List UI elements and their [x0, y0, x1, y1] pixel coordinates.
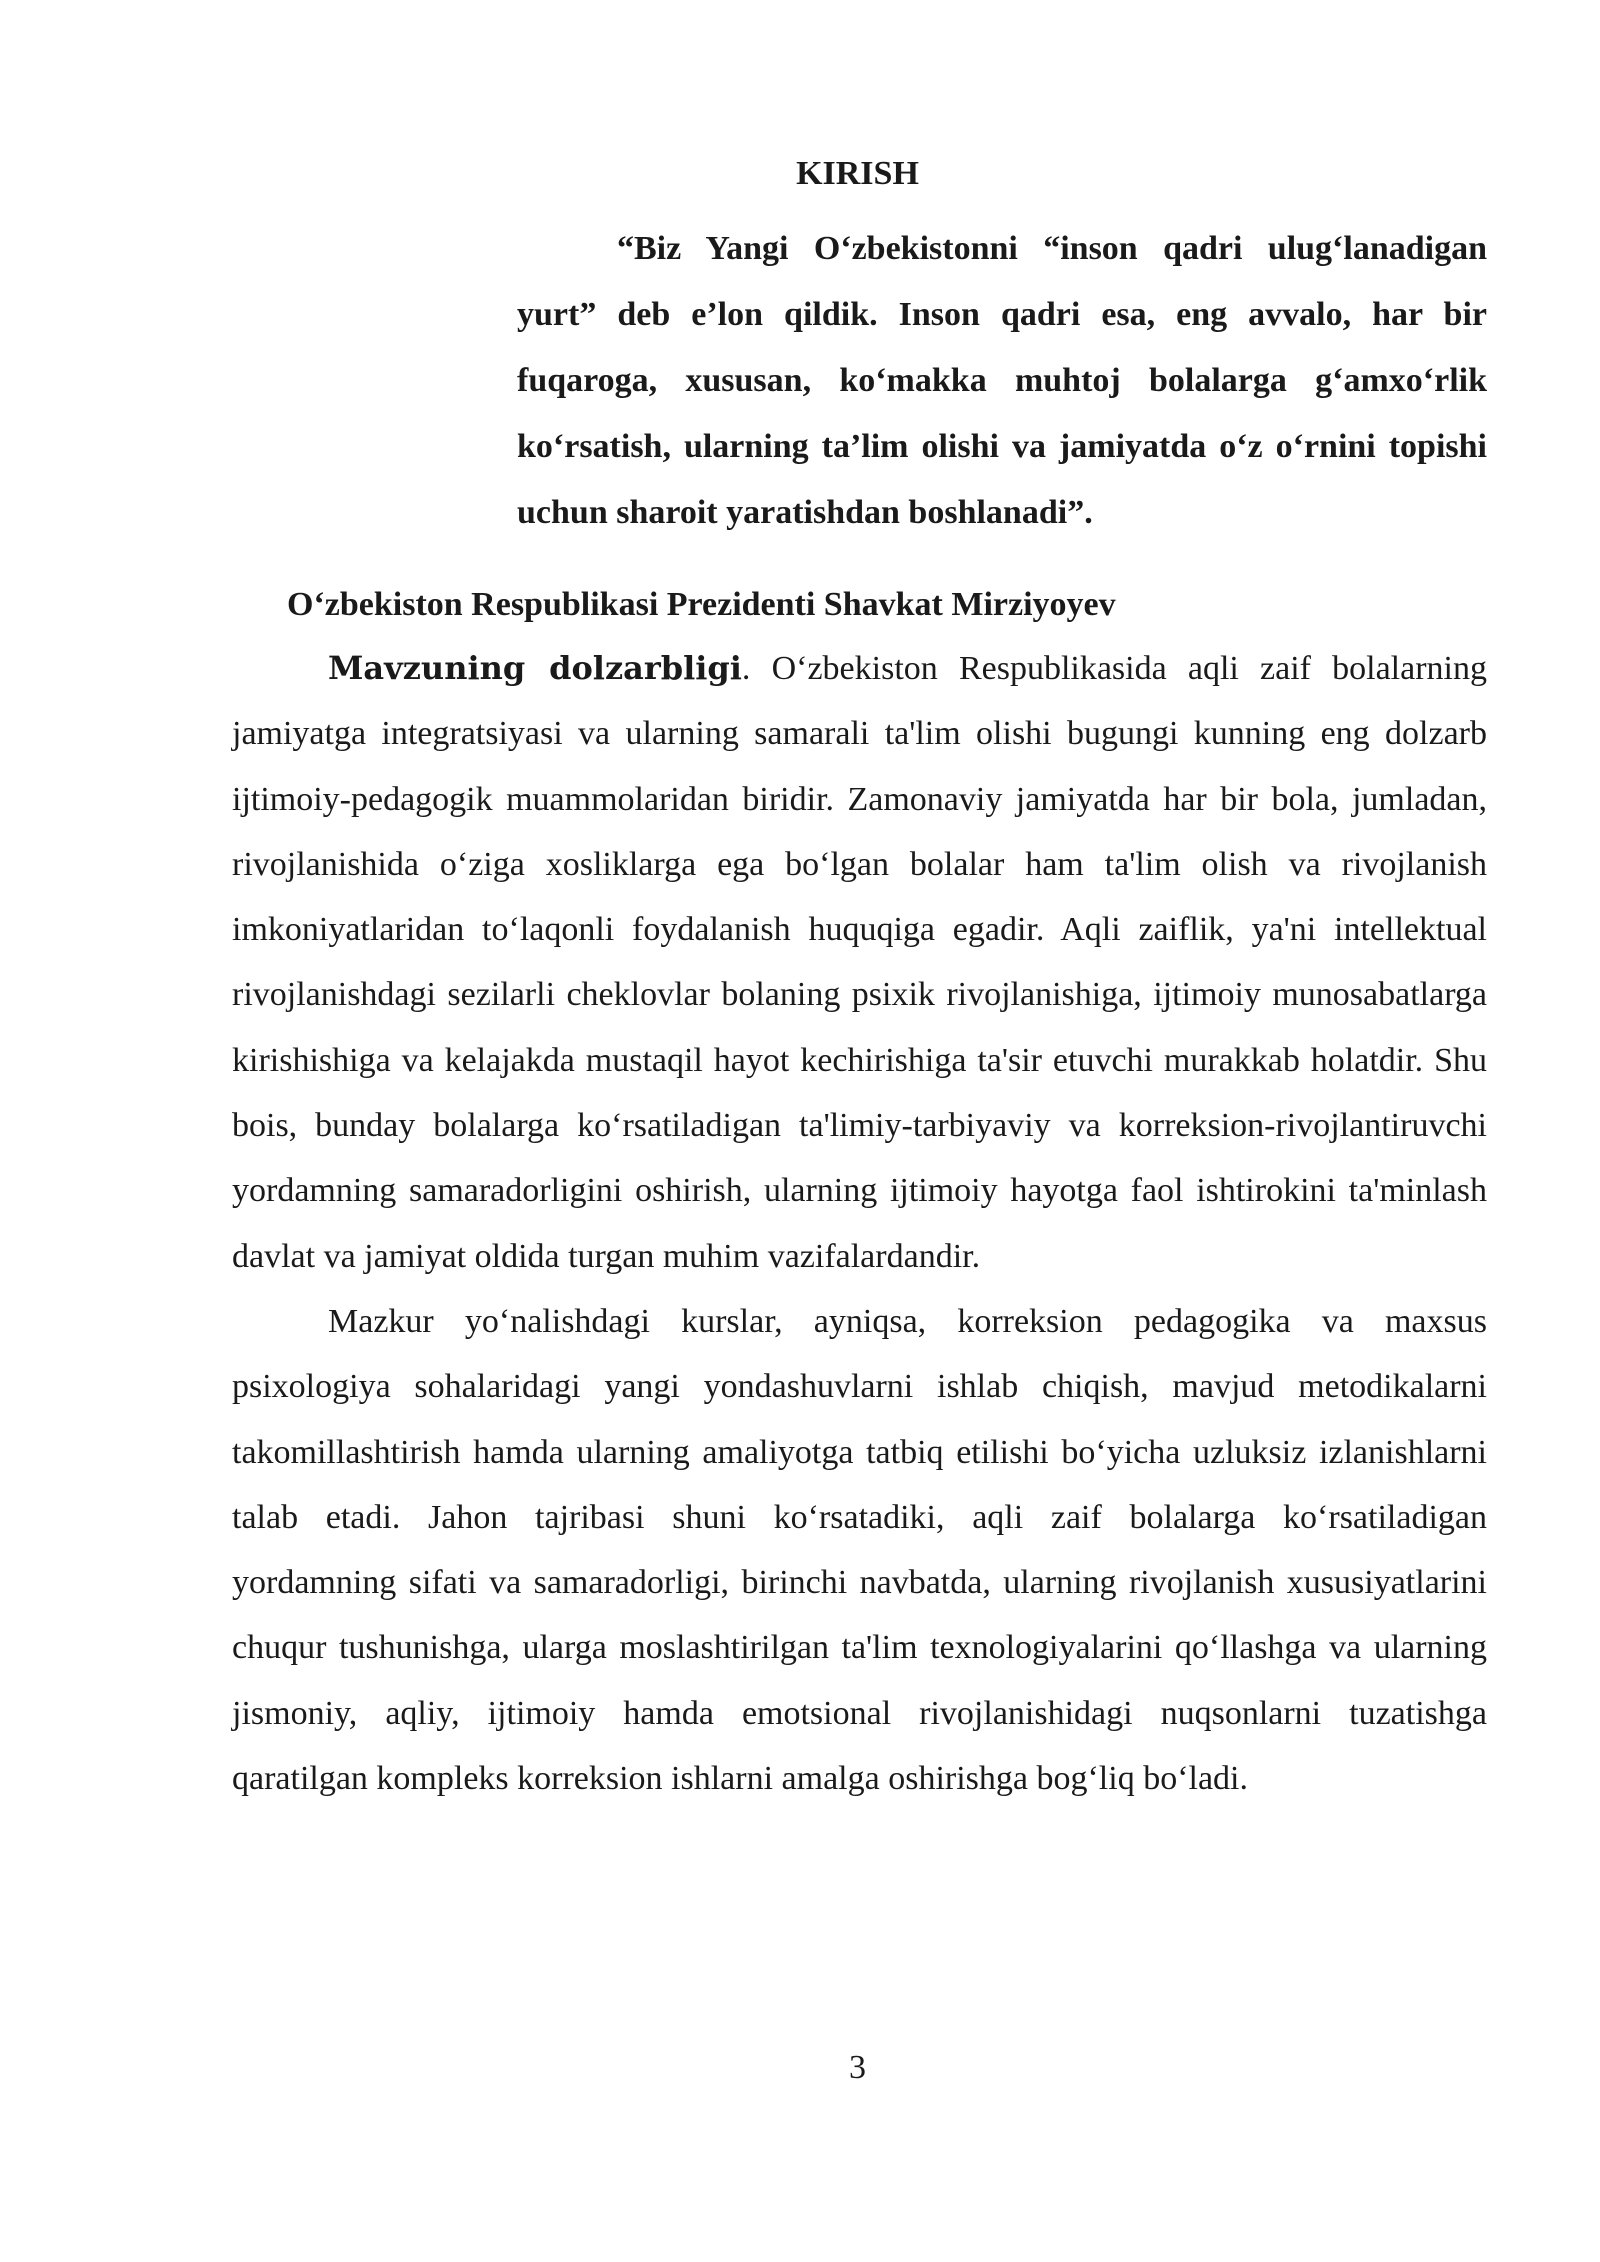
page-number: 3: [849, 2049, 866, 2086]
body-text: [232, 636, 1487, 1811]
paragraph-text: Mazkur yo‘nalishdagi kurslar, ayniqsa, korreksion pedagogika va maxsus psixologiya sohalaridagi yangi yondashuvlarni ishlab chiqish, mavjud metodikalarni takomillashtirish hamda ularning amaliyotga tatbiq etilishi bo‘yicha uzluksiz izlanishlarni talab etadi. Jahon tajribasi shuni ko‘rsatadiki, aqli zaif bolalarga ko‘rsatiladigan yordamning sifati va samaradorligi, birinchi navbatda, ularning rivojlanish xususiyatlarini chuqur tushunishga, ularga moslashtirilgan ta'lim texnologiyalarini qo‘llashga va ularning jismoniy, aqliy, ijtimoiy hamda emotsional rivojlanishidagi nuqsonlarni tuzatishga qaratilgan kompleks korreksion ishlarni amalga oshirishga bog‘liq bo‘ladi.: [232, 1302, 1487, 1798]
paragraph-courses: [232, 1289, 1487, 1811]
chapter-title: KIRISH: [796, 155, 919, 192]
epigraph-quote: “Biz Yangi O‘zbekistonni “inson qadri ulug‘lanadigan yurt” deb e’lon qildik. Inson qadri esa, eng avvalo, har bir fuqaroga, xususan, ko‘makka muhtoj bolalarga g‘amxo‘rlik ko‘rsatish, ularning ta’lim olishi va jamiyatda o‘z o‘rnini topishi uchun sharoit yaratishdan boshlanadi”.: [517, 230, 1487, 531]
epigraph-author: O‘zbekiston Respublikasi Prezidenti Shavkat Mirziyoyev: [287, 586, 1116, 623]
paragraph-lead-heading: Mavzuning dolzarbligi: [328, 649, 742, 687]
paragraph-text: . O‘zbekiston Respublikasida aqli zaif bolalarning jamiyatga integratsiyasi va ularning samarali ta'lim olishi bugungi kunning eng dolzarb ijtimoiy-pedagogik muammolaridan biridir. Zamonaviy jamiyatda har bir bola, jumladan, rivojlanishida o‘ziga xosliklarga ega bo‘lgan bolalar ham ta'lim olish va rivojlanish imkoniyatlaridan to‘laqonli foydalanish huquqiga egadir. Aqli zaiflik, ya'ni intellektual rivojlanishdagi sezilarli cheklovlar bolaning psixik rivojlanishiga, ijtimoiy munosabatlarga kirishishiga va kelajakda mustaqil hayot kechirishiga ta'sir etuvchi murakkab holatdir. Shu bois, bunday bolalarga ko‘rsatiladigan ta'limiy-tarbiyaviy va korreksion-rivojlantiruvchi yordamning samaradorligini oshirish, ularning ijtimoiy hayotga faol ishtirokini ta'minlash davlat va jamiyat oldida turgan muhim vazifalardandir.: [232, 650, 1487, 1275]
paragraph-relevance: [232, 636, 1487, 1289]
